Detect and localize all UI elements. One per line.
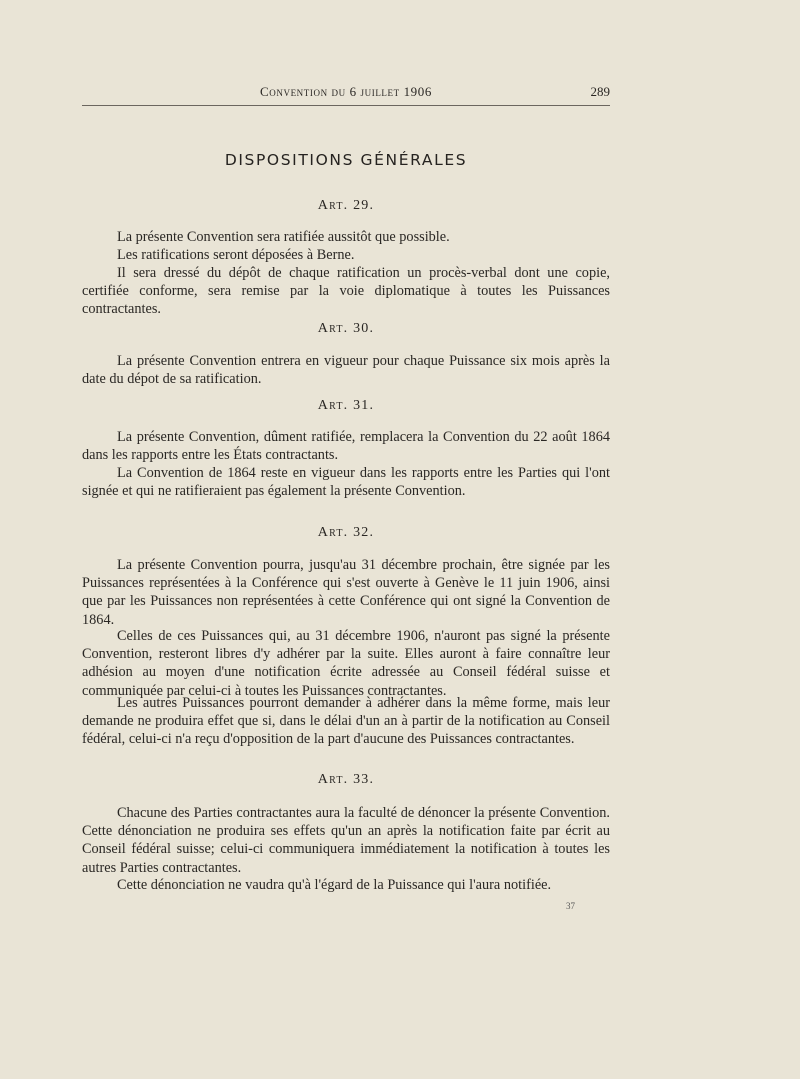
- running-title: Convention du 6 juillet 1906: [260, 84, 432, 99]
- article-29-paragraph: La présente Convention sera ratifiée aussitôt que possible.: [117, 229, 450, 245]
- article-32-paragraph: Les autres Puissances pourront demander à adhérer dans la même forme, mais leur demande ne produira effet que si, dans le délai d'un an à partir de la notification au Conseil fédéral, celui-ci n'a reçu d'opposition de la part d'aucune des Puissances contractantes.: [82, 695, 610, 748]
- article-32-heading: Art. 32.: [317, 525, 375, 540]
- signature-mark: 37: [566, 901, 575, 911]
- running-header: [82, 84, 610, 104]
- article-33-paragraph: Chacune des Parties contractantes aura la faculté de dénoncer la présente Convention. Cette dénonciation ne produira ses effets qu'un an après la notification faite par écrit au Conseil fédéral suisse; celui-ci communiquera immédiatement la notification à toutes les autres Parties contractantes.: [82, 805, 610, 876]
- article-31-heading: Art. 31.: [317, 398, 375, 413]
- article-31-paragraph: La présente Convention, dûment ratifiée, remplacera la Convention du 22 août 1864 dans les rapports entre les États contractants.: [82, 429, 610, 464]
- article-29-paragraph: Il sera dressé du dépôt de chaque ratification un procès-verbal dont une copie, certifiée conforme, sera remise par la voie diplomatique à toutes les Puissances contractantes.: [82, 265, 610, 318]
- article-33-paragraph: Cette dénonciation ne vaudra qu'à l'égard de la Puissance qui l'aura notifiée.: [117, 877, 552, 893]
- article-29-paragraph: Les ratifications seront déposées à Berne.: [117, 247, 355, 263]
- section-title: DISPOSITIONS GÉNÉRALES: [224, 151, 468, 169]
- article-31-paragraph: La Convention de 1864 reste en vigueur dans les rapports entre les Parties qui l'ont signée et qui ne ratifieraient pas également la présente Convention.: [82, 465, 610, 500]
- page-number: 289: [590, 84, 610, 99]
- article-32-paragraph: Celles de ces Puissances qui, au 31 décembre 1906, n'auront pas signé la présente Convention, resteront libres d'y adhérer par la suite. Elles auront à faire connaître leur adhésion au moyen d'une notification écrite adressée au Conseil fédéral suisse et communiquée par celui-ci à toutes les Puissances contractantes.: [82, 628, 610, 699]
- article-29-heading: Art. 29.: [317, 198, 375, 213]
- article-33-heading: Art. 33.: [317, 772, 375, 787]
- header-rule: [82, 105, 610, 106]
- article-32-paragraph: La présente Convention pourra, jusqu'au 31 décembre prochain, être signée par les Puissances représentées à la Conférence qui s'est ouverte à Genève le 11 juin 1906, ainsi que par les Puissances non représentées à cette Conférence qui ont signé la Convention de 1864.: [82, 557, 610, 628]
- article-30-heading: Art. 30.: [317, 321, 375, 336]
- article-30-paragraph: La présente Convention entrera en vigueur pour chaque Puissance six mois après la date du dépot de sa ratification.: [82, 353, 610, 388]
